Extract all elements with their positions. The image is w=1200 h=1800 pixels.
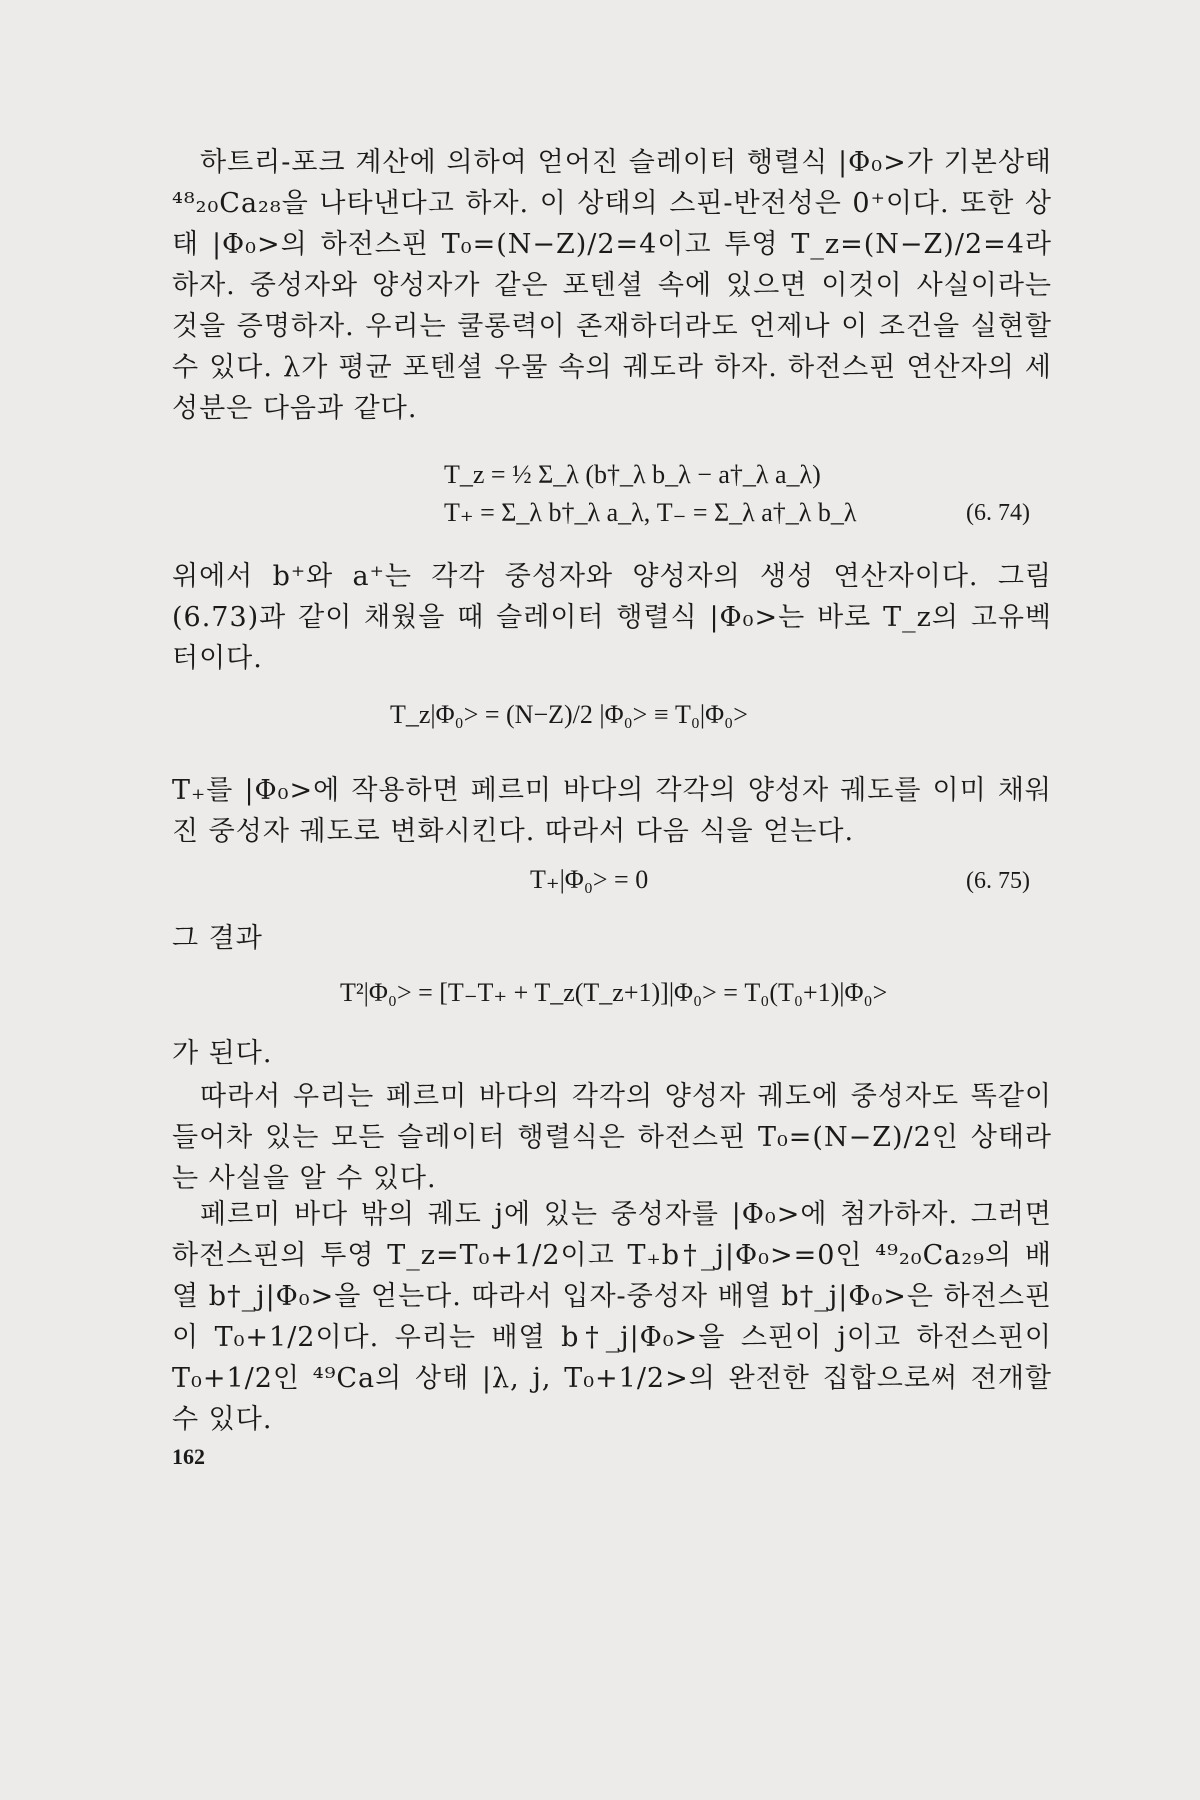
paragraph-intro: 하트리-포크 계산에 의하여 얻어진 슬레이터 행렬식 |Φ₀>가 기본상태 ⁴⁸₂₀Ca₂₈을 나타낸다고 하자. 이 상태의 스핀-반전성은 0⁺이다. 또한 상태 |Φ₀>의 하전스핀 T₀=(N−Z)/2=4이고 투영 T_z=(N−Z)/2=4라 하자. 중성자와 양성자가 같은 포텐셜 속에 있으면 이것이 사실이라는 것을 증명하자. 우리는 쿨롱력이 존재하더라도 언제나 이 조건을 실현할 수 있다. λ가 평균 포텐셜 우물 속의 궤도라 하자. 하전스핀 연산자의 세 성분은 다음과 같다. [172, 147, 1052, 424]
equation-tplus-tminus: T₊ = Σ_λ b†_λ a_λ, T₋ = Σ_λ a†_λ b_λ [444, 498, 857, 527]
paragraph-result-label: 그 결과 [172, 923, 263, 954]
paragraph-conclusion: 따라서 우리는 페르미 바다의 각각의 양성자 궤도에 중성자도 똑같이 들어차 있는 모든 슬레이터 행렬식은 하전스핀 T₀=(N−Z)/2인 상태라는 사실을 알 수 있다. [172, 1081, 1052, 1194]
equation-tplus-zero: T₊|Φ₀> = 0 [530, 865, 649, 894]
paragraph-added-neutron: 페르미 바다 밖의 궤도 j에 있는 중성자를 |Φ₀>에 첨가하자. 그러면 하전스핀의 투영 T_z=T₀+1/2이고 T₊b†_j|Φ₀>=0인 ⁴⁹₂₀Ca₂₉의 배열 b†_j|Φ₀>을 얻는다. 따라서 입자-중성자 배열 b†_j|Φ₀>은 하전스핀이 T₀+1/2이다. 우리는 배열 b†_j|Φ₀>을 스핀이 j이고 하전스핀이 T₀+1/2인 ⁴⁹Ca의 상태 |λ, j, T₀+1/2>의 완전한 집합으로써 전개할 수 있다. [172, 1199, 1052, 1435]
equation-eigenvector: T_z|Φ₀> = (N−Z)/2 |Φ₀> ≡ T₀|Φ₀> [390, 700, 748, 729]
page-number: 162 [172, 1444, 205, 1469]
equation-number-6-75: (6. 75) [966, 868, 1030, 894]
paragraph-operators: 위에서 b⁺와 a⁺는 각각 중성자와 양성자의 생성 연산자이다. 그림 (6.73)과 같이 채웠을 때 슬레이터 행렬식 |Φ₀>는 바로 T_z의 고유벡터이다. [172, 561, 1052, 674]
paragraph-result-end: 가 된다. [172, 1038, 273, 1069]
equation-tz: T_z = ½ Σ_λ (b†_λ b_λ − a†_λ a_λ) [444, 460, 821, 489]
paragraph-tplus: T₊를 |Φ₀>에 작용하면 페르미 바다의 각각의 양성자 궤도를 이미 채워진 중성자 궤도로 변화시킨다. 따라서 다음 식을 얻는다. [172, 775, 1052, 847]
equation-number-6-74: (6. 74) [966, 500, 1030, 526]
equation-t-squared: T²|Φ₀> = [T₋T₊ + T_z(T_z+1)]|Φ₀> = T₀(T₀+1)|Φ₀> [340, 978, 888, 1007]
